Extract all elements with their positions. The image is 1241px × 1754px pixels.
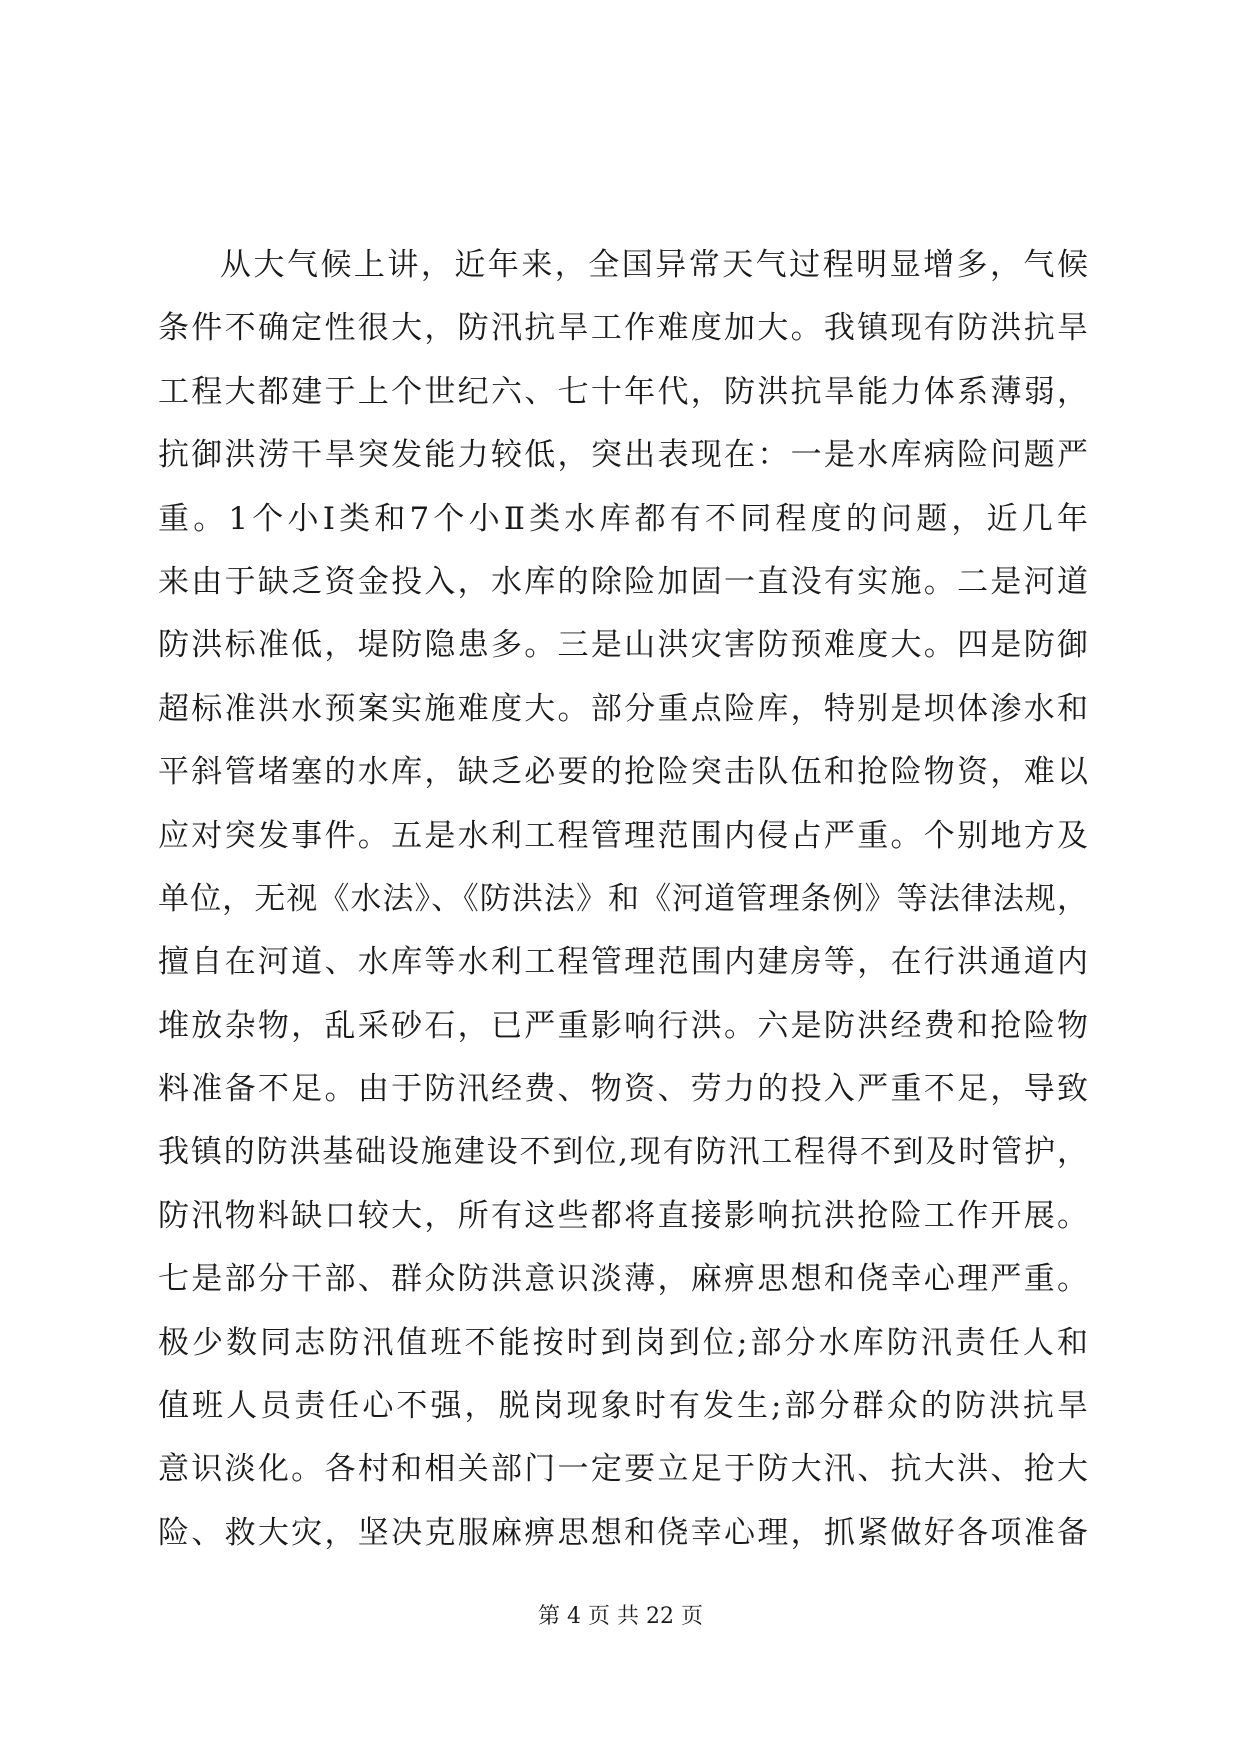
text-line: 从大气候上讲，近年来，全国异常天气过程明显增多，气候: [220, 247, 1088, 283]
text-line: 堆放杂物，乱采砂石，已严重影响行洪。六是防洪经费和抢险物: [158, 1007, 1088, 1044]
text-line: 我镇的防洪基础设施建设不到位,现有防汛工程得不到及时管护，: [158, 1134, 1088, 1171]
text-line: 意识淡化。各村和相关部门一定要立足于防大汛、抗大洪、抢大: [158, 1451, 1088, 1488]
text-line: 防洪标准低，堤防隐患多。三是山洪灾害防预难度大。四是防御: [158, 627, 1088, 664]
text-line: 抗御洪涝干旱突发能力较低，突出表现在：一是水库病险问题严: [158, 437, 1088, 474]
text-line: 单位，无视《水法》、《防洪法》和《河道管理条例》等法律法规，: [158, 880, 1088, 917]
text-line: 来由于缺乏资金投入，水库的除险加固一直没有实施。二是河道: [158, 563, 1088, 600]
text-line: 险、救大灾，坚决克服麻痹思想和侥幸心理，抓紧做好各项准备: [158, 1514, 1088, 1551]
text-line: 条件不确定性很大，防汛抗旱工作难度加大。我镇现有防洪抗旱: [158, 310, 1088, 347]
text-line: 工程大都建于上个世纪六、七十年代，防洪抗旱能力体系薄弱，: [158, 373, 1088, 410]
text-line: 极少数同志防汛值班不能按时到岗到位;部分水库防汛责任人和: [158, 1324, 1088, 1361]
text-line: 料准备不足。由于防汛经费、物资、劳力的投入严重不足，导致: [158, 1071, 1088, 1108]
text-line: 擅自在河道、水库等水利工程管理范围内建房等，在行洪通道内: [158, 944, 1088, 981]
text-line: 平斜管堵塞的水库，缺乏必要的抢险突击队伍和抢险物资，难以: [158, 754, 1088, 791]
body-paragraph: [158, 234, 1088, 1565]
text-line: 防汛物料缺口较大，所有这些都将直接影响抗洪抢险工作开展。: [158, 1197, 1088, 1234]
text-line: 超标准洪水预案实施难度大。部分重点险库，特别是坝体渗水和: [158, 690, 1088, 727]
text-line: 七是部分干部、群众防洪意识淡薄，麻痹思想和侥幸心理严重。: [158, 1261, 1088, 1298]
text-line: 应对突发事件。五是水利工程管理范围内侵占严重。个别地方及: [158, 817, 1088, 854]
text-line: 值班人员责任心不强，脱岗现象时有发生;部分群众的防洪抗旱: [158, 1388, 1088, 1425]
page-number-footer: 第 4 页 共 22 页: [538, 1604, 703, 1629]
text-line: 重。1个小Ⅰ类和7个小Ⅱ类水库都有不同程度的问题，近几年: [158, 500, 1088, 537]
